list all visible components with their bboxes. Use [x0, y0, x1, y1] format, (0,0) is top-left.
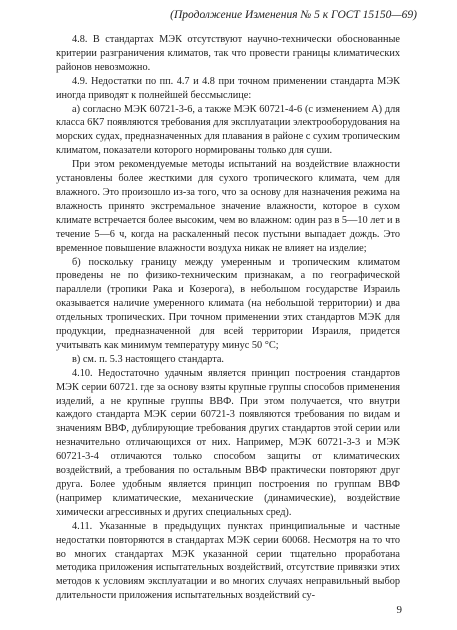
paragraph-4-11: 4.11. Указанные в предыдущих пунктах принципиальные и частные недостатки повторяются в стандартах МЭК серии 60068. Несмотря на то что во многих стандартах МЭК указанной серии тщательно проработана методика приложения испытательных воздействий, отсутствие привязки этих методов к условиям эксплуатации и во многих случаях неправильный выбор длительности приложения испытательных воздействий су-: [56, 520, 400, 602]
paragraph-4-10: 4.10. Недостаточно удачным является принцип построения стандартов МЭК серии 60721. где за основу взяты крупные группы способов применения изделий, а не крупные группы ВВФ. При этом получается, что внутри каждого стандарта МЭК серии 60721-3 появляются требования по видам и значениям ВВФ, дублирующие требования других стандартов этой серии или незначительно отличающихся от них. Например, МЭК 60721-3-3 и МЭК 60721-3-4 отличаются только способом защиты от климатических воздействий, а требования по остальным ВВФ практически повторяют друг друга. Более удобным является принцип построения по группам ВВФ (например климатические, механические (динамические), воздействие химически агрессивных и других специальных сред).: [56, 367, 400, 518]
page-header: (Продолжение Изменения № 5 к ГОСТ 15150—69): [170, 9, 417, 21]
paragraph-4-9-a: а) согласно МЭК 60721-3-6, а также МЭК 60721-4-6 (с изменением А) для класса 6К7 появляются требования для эксплуатации электрооборудования на морских судах, предназначенных для плавания в районе с сухим тропическим климатом, показатели которого нормированы только для суши.: [56, 103, 400, 157]
paragraph-4-9: 4.9. Недостатки по пп. 4.7 и 4.8 при точном применении стандарта МЭК иногда приводят к полнейшей бессмыслице:: [56, 75, 400, 101]
document-body: [56, 33, 400, 603]
paragraph-4-9-b: б) поскольку границу между умеренным и тропическим климатом проведены не по физико-техническим признакам, а по географической параллели (тропики Рака и Козерога), в небольшом государстве Израиль оказывается наличие умеренного климата (на небольшой территории) и два отдельных тропических. При точном применении этих стандартов МЭК для продукции, предназначенной для всей территории Израиля, придется учитывать как минимум температуру минус 50 °С;: [56, 256, 400, 351]
paragraph-4-8: 4.8. В стандартах МЭК отсутствуют научно-технически обоснованные критерии разграничения климатов, так что провести границы климатических районов невозможно.: [56, 34, 400, 73]
page-number: 9: [396, 604, 402, 616]
paragraph-humidity-note: При этом рекомендуемые методы испытаний на воздействие влажности установлены более жесткими для сухого тропического климата, чем для влажного. Это произошло из-за того, что за основу для назначения режима на влажность принято экстремальное значение влажности, которое в сухом климате встречается более высоким, чем во влажном: один раз в 5—10 лет и в течение 5—6 ч, когда на раскаленный песок пустыни выпадает дождь. Это временное повышение влажности воздуха никак не влияет на изделие;: [56, 159, 400, 254]
paragraph-4-9-v: в) см. п. 5.3 настоящего стандарта.: [72, 353, 224, 365]
